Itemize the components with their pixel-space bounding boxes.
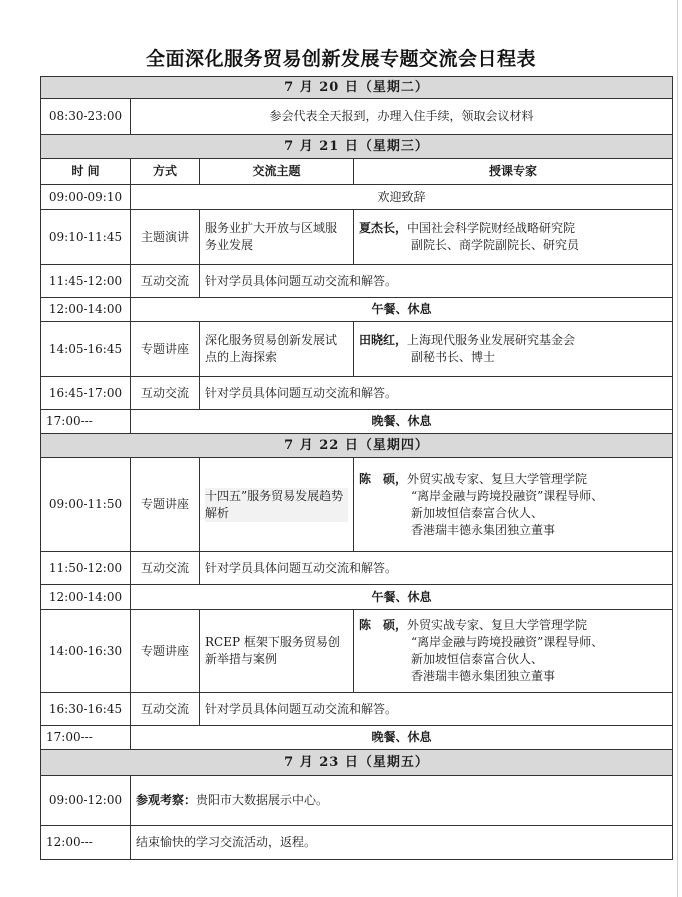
time-cell: 09:00-12:00 (41, 776, 131, 826)
speaker-title: 副秘书长、博士 (411, 350, 496, 364)
content-cell: 午餐、休息 (131, 585, 673, 610)
schedule-row (41, 377, 673, 410)
day-header-0720 (41, 77, 673, 99)
content-cell: 针对学员具体问题互动交流和解答。 (200, 377, 673, 410)
speaker-title: 副院长、商学院副院长、研究员 (411, 238, 580, 252)
topic-cell: 深化服务贸易创新发展试点的上海探索 (200, 322, 354, 377)
day-label: 7 月 23 日（星期五） (41, 750, 673, 776)
header-time: 时 间 (41, 159, 131, 185)
day-label: 7 月 21 日（星期三） (41, 135, 673, 159)
time-cell: 17:00--- (41, 410, 131, 434)
schedule-row (41, 826, 673, 860)
speaker-title: 香港瑞丰德永集团独立董事 (411, 522, 556, 537)
speaker-title: 上海现代服务业发展研究基金会 (407, 333, 576, 347)
mode-cell: 专题讲座 (131, 458, 200, 552)
time-cell: 11:45-12:00 (41, 265, 131, 298)
mode-cell: 互动交流 (131, 377, 200, 410)
day-label: 7 月 22 日（星期四） (41, 434, 673, 458)
speaker-cell (354, 610, 673, 693)
header-topic: 交流主题 (200, 159, 354, 185)
time-cell: 16:30-16:45 (41, 693, 131, 726)
content-cell: 参会代表全天报到，办理入住手续，领取会议材料 (131, 99, 673, 135)
mode-cell: 专题讲座 (131, 322, 200, 377)
time-cell: 14:05-16:45 (41, 322, 131, 377)
page-edge (677, 0, 678, 897)
time-cell: 12:00--- (41, 826, 131, 860)
schedule-row (41, 585, 673, 610)
schedule-row (41, 210, 673, 265)
content-cell: 针对学员具体问题互动交流和解答。 (200, 265, 673, 298)
speaker-cell (354, 322, 673, 377)
schedule-table (40, 76, 673, 860)
time-cell: 14:00-16:30 (41, 610, 131, 693)
schedule-row (41, 693, 673, 726)
time-cell: 08:30-23:00 (41, 99, 131, 135)
column-header-row (41, 159, 673, 185)
schedule-row (41, 458, 673, 552)
mode-cell: 互动交流 (131, 265, 200, 298)
topic-cell (200, 458, 354, 552)
time-cell: 12:00-14:00 (41, 585, 131, 610)
time-cell: 09:00-11:50 (41, 458, 131, 552)
content-cell: 结束愉快的学习交流活动，返程。 (131, 826, 673, 860)
time-cell: 09:00-09:10 (41, 185, 131, 210)
topic-cell: RCEP 框架下服务贸易创新举措与案例 (200, 610, 354, 693)
speaker-cell (354, 458, 673, 552)
schedule-row (41, 99, 673, 135)
header-expert: 授课专家 (354, 159, 673, 185)
speaker-title: 新加坡恒信泰富合伙人、 (411, 652, 544, 666)
time-cell: 11:50-12:00 (41, 552, 131, 585)
speaker-title: 新加坡恒信泰富合伙人、 (411, 505, 544, 520)
speaker-cell (354, 210, 673, 265)
header-mode: 方式 (131, 159, 200, 185)
schedule-row (41, 298, 673, 322)
day-label: 7 月 20 日（星期二） (41, 77, 673, 99)
schedule-row (41, 322, 673, 377)
mode-cell: 专题讲座 (131, 610, 200, 693)
speaker-title: 香港瑞丰德永集团独立董事 (411, 669, 556, 683)
time-cell: 16:45-17:00 (41, 377, 131, 410)
time-cell: 09:10-11:45 (41, 210, 131, 265)
schedule-row (41, 410, 673, 434)
day-header-0721 (41, 135, 673, 159)
speaker-name: 田晓红， (359, 333, 408, 347)
content-cell: 针对学员具体问题互动交流和解答。 (200, 693, 673, 726)
speaker-title: 外贸实战专家、复旦大学管理学院 (407, 471, 588, 486)
content-label: 参观考察： (136, 793, 197, 807)
content-cell: 午餐、休息 (131, 298, 673, 322)
schedule-row (41, 265, 673, 298)
content-text: 贵阳市大数据展示中心。 (196, 793, 329, 807)
speaker-title: “离岸金融与跨境投融资”课程导师、 (411, 488, 604, 503)
content-cell: 晚餐、休息 (131, 410, 673, 434)
content-cell: 欢迎致辞 (131, 185, 673, 210)
speaker-name: 陈 硕， (359, 618, 408, 632)
page-title: 全面深化服务贸易创新发展专题交流会日程表 (145, 48, 536, 70)
speaker-title: 外贸实战专家、复旦大学管理学院 (407, 618, 588, 632)
topic-text: 十四五”服务贸易发展趋势解析 (205, 488, 348, 522)
time-cell: 17:00--- (41, 726, 131, 750)
speaker-title: “离岸金融与跨境投融资”课程导师、 (411, 635, 604, 649)
speaker-name: 陈 硕， (359, 471, 408, 486)
day-header-0723 (41, 750, 673, 776)
content-cell: 针对学员具体问题互动交流和解答。 (200, 552, 673, 585)
topic-cell: 服务业扩大开放与区域服务业发展 (200, 210, 354, 265)
speaker-name: 夏杰长， (359, 221, 408, 235)
schedule-row (41, 610, 673, 693)
mode-cell: 主题演讲 (131, 210, 200, 265)
schedule-row (41, 776, 673, 826)
mode-cell: 互动交流 (131, 693, 200, 726)
schedule-row (41, 185, 673, 210)
day-header-0722 (41, 434, 673, 458)
speaker-title: 中国社会科学院财经战略研究院 (407, 221, 576, 235)
schedule-row (41, 726, 673, 750)
content-cell (131, 776, 673, 826)
content-cell: 晚餐、休息 (131, 726, 673, 750)
time-cell: 12:00-14:00 (41, 298, 131, 322)
schedule-row (41, 552, 673, 585)
mode-cell: 互动交流 (131, 552, 200, 585)
